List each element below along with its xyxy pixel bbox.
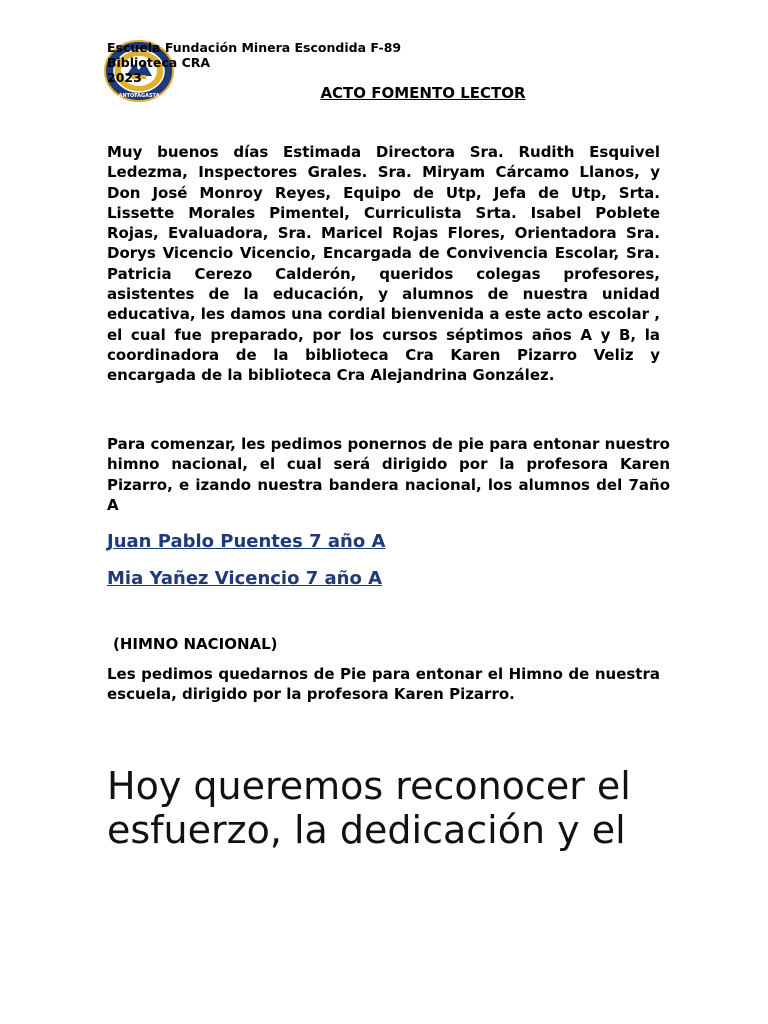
anthem-intro-paragraph: Para comenzar, les pedimos ponernos de pie para entonar nuestro himno nacional, el cual será dirigido por la profesora Karen Pizarro, e izando nuestra bandera nacional, los alumnos del 7año A [107,435,670,514]
student-name-1: Juan Pablo Puentes 7 año A [107,531,386,552]
year-label: 2023 [107,70,142,85]
recognition-heading: Hoy queremos reconocer el esfuerzo, la dedicación y el [107,764,631,852]
himno-label: (HIMNO NACIONAL) [113,635,278,653]
welcome-paragraph: Muy buenos días Estimada Directora Sra. Rudith Esquivel Ledezma, Inspectores Grales. Sra. Miryam Cárcamo Llanos, y Don José Monroy Reyes, Equipo de Utp, Jefa de Utp, Srta. Lissette Morales Pimentel, Curriculista Srta. Isabel Poblete Rojas, Evaluadora, Sra. Maricel Rojas Flores, Orientadora Sra. Dorys Vicencio Vicencio, Encargada de Convivencia Escolar, Sra. Patricia Cerezo Calderón, queridos colegas profesores, asistentes de la educación, y alumnos de nuestra unidad educativa, les damos una cordial bienvenida a este acto escolar , el cual fue preparado, por los cursos séptimos años A y B, la coordinadora de la biblioteca Cra Karen Pizarro Veliz y encargada de la biblioteca Cra Alejandrina González. [107,143,660,385]
document-title: ACTO FOMENTO LECTOR [320,84,526,102]
school-name: Escuela Fundación Minera Escondida F-89 [107,40,402,55]
school-hymn-paragraph: Les pedimos quedarnos de Pie para entonar el Himno de nuestra escuela, dirigido por la profesora Karen Pizarro. [107,665,660,704]
student-name-2: Mia Yañez Vicencio 7 año A [107,568,383,589]
document-header [107,40,401,85]
library-name: Biblioteca CRA [107,55,211,70]
logo-text: ANTOFAGASTA [118,93,160,99]
